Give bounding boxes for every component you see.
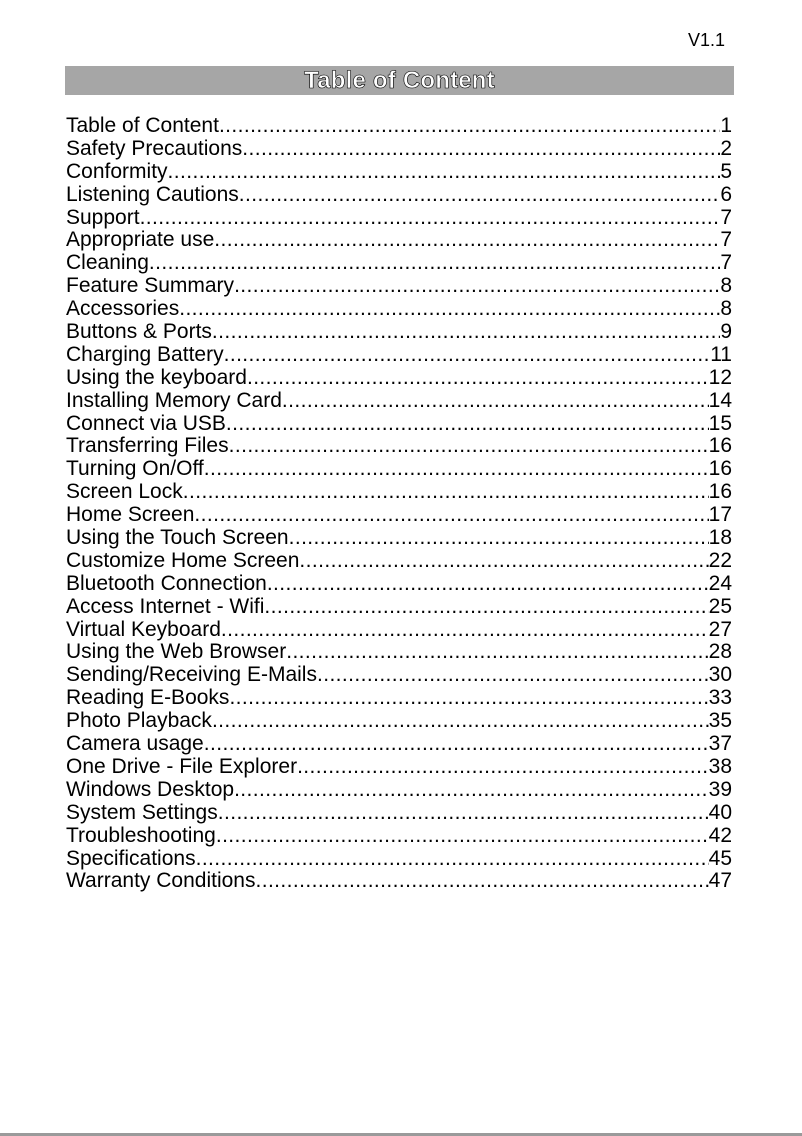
- toc-leader-dots: [286, 641, 708, 664]
- toc-entry-page: 38: [708, 755, 732, 778]
- toc-entry-label: Specifications: [66, 847, 196, 870]
- toc-entry[interactable]: [66, 458, 732, 481]
- toc-entry[interactable]: [66, 802, 732, 825]
- toc-leader-dots: [229, 687, 708, 710]
- toc-entry-label: Virtual Keyboard: [66, 618, 221, 641]
- toc-entry-label: Sending/Receiving E-Mails: [66, 664, 317, 687]
- toc-leader-dots: [239, 184, 721, 207]
- toc-entry-label: Bluetooth Connection: [66, 572, 267, 595]
- toc-entry-label: Accessories: [66, 298, 180, 321]
- toc-entry[interactable]: [66, 664, 732, 687]
- toc-entry[interactable]: [66, 687, 732, 710]
- toc-entry-page: 12: [708, 366, 732, 389]
- toc-leader-dots: [247, 367, 709, 390]
- toc-entry-page: 7: [720, 229, 732, 252]
- version-label: V1.1: [687, 30, 725, 50]
- toc-entry-page: 33: [708, 687, 732, 710]
- toc-entry-label: Using the Web Browser: [66, 641, 287, 664]
- toc-entry[interactable]: [66, 733, 732, 756]
- toc-entry[interactable]: [66, 481, 732, 504]
- toc-entry-page: 8: [720, 298, 732, 321]
- toc-entry-page: 16: [708, 481, 732, 504]
- toc-leader-dots: [234, 779, 709, 802]
- toc-entry-page: 2: [720, 137, 732, 160]
- toc-entry-page: 16: [708, 458, 732, 481]
- toc-entry-label: Safety Precautions: [66, 137, 243, 160]
- toc-entry-label: Using the keyboard: [66, 366, 247, 389]
- toc-entry[interactable]: [66, 115, 732, 138]
- toc-leader-dots: [289, 527, 709, 550]
- toc-entry-label: Feature Summary: [66, 275, 235, 298]
- toc-entry[interactable]: [66, 207, 732, 230]
- toc-entry[interactable]: [66, 596, 732, 619]
- toc-leader-dots: [224, 344, 711, 367]
- toc-entry-page: 30: [708, 664, 732, 687]
- toc-entry[interactable]: [66, 779, 732, 802]
- toc-entry-label: Photo Playback: [66, 710, 212, 733]
- toc-entry[interactable]: [66, 184, 732, 207]
- toc-leader-dots: [226, 413, 709, 436]
- toc-entry-label: Table of Content: [66, 115, 219, 137]
- toc-entry-page: 7: [720, 206, 732, 229]
- toc-entry[interactable]: [66, 527, 732, 550]
- title-banner: [65, 66, 734, 95]
- toc-leader-dots: [317, 664, 709, 687]
- toc-leader-dots: [229, 435, 709, 458]
- toc-entry-page: 40: [708, 801, 732, 824]
- toc-entry-label: Warranty Conditions: [66, 870, 256, 893]
- toc-leader-dots: [212, 710, 709, 733]
- toc-leader-dots: [264, 596, 708, 619]
- toc-entry-label: Windows Desktop: [66, 778, 235, 801]
- toc-entry-page: 37: [708, 733, 732, 756]
- toc-leader-dots: [149, 252, 720, 275]
- toc-entry-page: 24: [708, 572, 732, 595]
- toc-entry-page: 8: [720, 275, 732, 298]
- toc-entry-label: Buttons & Ports: [66, 321, 212, 344]
- toc-leader-dots: [267, 573, 709, 596]
- toc-leader-dots: [204, 458, 709, 481]
- toc-entry[interactable]: [66, 161, 732, 184]
- toc-leader-dots: [242, 138, 720, 161]
- toc-entry[interactable]: [66, 641, 732, 664]
- toc-entry[interactable]: [66, 550, 732, 573]
- toc-entry[interactable]: [66, 848, 732, 871]
- toc-leader-dots: [299, 550, 708, 573]
- page-title: Table of Content: [304, 67, 495, 94]
- toc-entry-page: 45: [708, 847, 732, 870]
- toc-leader-dots: [183, 481, 709, 504]
- toc-entry-label: Listening Cautions: [66, 183, 239, 206]
- toc-entry[interactable]: [66, 710, 732, 733]
- toc-entry-page: 42: [708, 824, 732, 847]
- toc-entry-label: Customize Home Screen: [66, 549, 300, 572]
- toc-leader-dots: [168, 161, 721, 184]
- toc-entry-page: 27: [708, 618, 732, 641]
- toc-leader-dots: [297, 756, 709, 779]
- toc-leader-dots: [214, 229, 720, 252]
- toc-entry-label: Appropriate use: [66, 229, 215, 252]
- toc-leader-dots: [196, 848, 709, 871]
- toc-leader-dots: [221, 619, 709, 642]
- toc-entry-label: Connect via USB: [66, 412, 226, 435]
- toc-entry-page: 7: [720, 252, 732, 275]
- toc-entry-label: Cleaning: [66, 252, 149, 275]
- toc-entry-label: Access Internet - Wifi: [66, 595, 265, 618]
- toc-leader-dots: [179, 298, 720, 321]
- toc-entry[interactable]: [66, 504, 732, 527]
- toc-entry-label: Conformity: [66, 160, 168, 183]
- toc-entry-label: Camera usage: [66, 733, 204, 756]
- toc-leader-dots: [216, 825, 709, 848]
- toc-entry[interactable]: [66, 413, 732, 436]
- toc-entry[interactable]: [66, 619, 732, 642]
- toc-leader-dots: [218, 802, 709, 825]
- toc-entry-page: 39: [708, 778, 732, 801]
- table-of-contents: [66, 115, 732, 893]
- toc-entry[interactable]: [66, 825, 732, 848]
- toc-entry[interactable]: [66, 298, 732, 321]
- toc-entry-page: 25: [708, 595, 732, 618]
- toc-entry[interactable]: [66, 252, 732, 275]
- toc-entry-label: Transferring Files: [66, 435, 229, 458]
- toc-leader-dots: [204, 733, 709, 756]
- toc-entry-page: 15: [708, 412, 732, 435]
- toc-entry-page: 5: [720, 160, 732, 183]
- toc-entry-page: 17: [708, 504, 732, 527]
- toc-entry[interactable]: [66, 573, 732, 596]
- toc-entry-label: Screen Lock: [66, 481, 183, 504]
- toc-entry[interactable]: [66, 367, 732, 390]
- toc-entry-page: 16: [708, 435, 732, 458]
- toc-entry-page: 47: [708, 870, 732, 893]
- toc-entry-label: One Drive - File Explorer: [66, 755, 298, 778]
- toc-leader-dots: [212, 321, 720, 344]
- toc-entry-label: Support: [66, 206, 140, 229]
- toc-entry-page: 6: [720, 183, 732, 206]
- toc-entry-label: Reading E-Books: [66, 687, 230, 710]
- toc-entry-page: 9: [720, 321, 732, 344]
- toc-entry-label: Home Screen: [66, 504, 195, 527]
- toc-entry[interactable]: [66, 435, 732, 458]
- toc-entry[interactable]: [66, 275, 732, 298]
- toc-entry-label: Installing Memory Card: [66, 389, 282, 412]
- toc-leader-dots: [255, 870, 708, 893]
- toc-entry[interactable]: [66, 344, 732, 367]
- toc-entry[interactable]: [66, 229, 732, 252]
- toc-entry-page: 1: [720, 115, 732, 137]
- toc-entry-page: 28: [708, 641, 732, 664]
- toc-entry-page: 22: [708, 549, 732, 572]
- toc-leader-dots: [219, 115, 720, 138]
- toc-entry-label: Charging Battery: [66, 343, 224, 366]
- toc-entry[interactable]: [66, 390, 732, 413]
- toc-entry-label: Troubleshooting: [66, 824, 216, 847]
- toc-entry[interactable]: [66, 138, 732, 161]
- toc-leader-dots: [140, 207, 721, 230]
- toc-entry-page: 18: [708, 527, 732, 550]
- toc-entry-label: Turning On/Off: [66, 458, 204, 481]
- toc-entry[interactable]: [66, 870, 732, 893]
- toc-leader-dots: [234, 275, 720, 298]
- toc-entry-page: 14: [708, 389, 732, 412]
- toc-entry-page: 35: [708, 710, 732, 733]
- toc-leader-dots: [282, 390, 709, 413]
- toc-entry-label: System Settings: [66, 801, 218, 824]
- toc-entry-page: 11: [710, 343, 732, 366]
- toc-leader-dots: [194, 504, 708, 527]
- toc-entry-label: Using the Touch Screen: [66, 527, 289, 550]
- toc-entry[interactable]: [66, 756, 732, 779]
- toc-entry[interactable]: [66, 321, 732, 344]
